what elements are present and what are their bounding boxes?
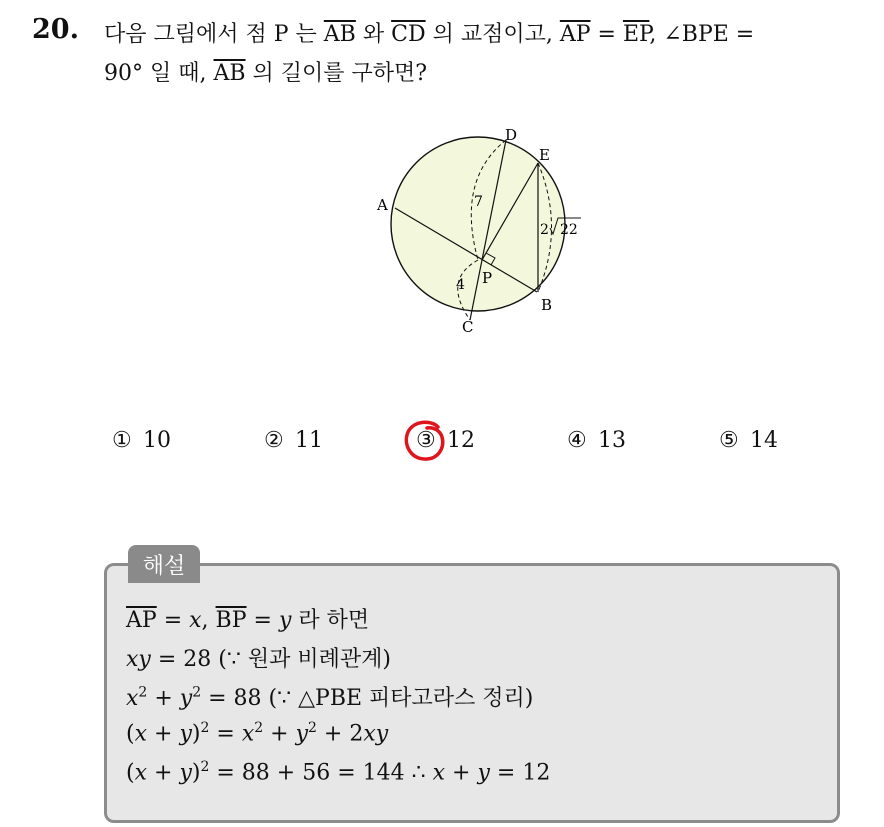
solution-text: = 28 (∵ 원과 비례관계) (150, 647, 391, 672)
solution-text: = (156, 608, 190, 633)
choice-value: 13 (598, 428, 626, 453)
solution-text: = 12 (489, 760, 551, 786)
circle-figure (360, 120, 600, 345)
choice-5[interactable] (719, 428, 778, 453)
var-y: y (278, 608, 292, 633)
choice-mark: ② (264, 428, 284, 453)
var-xy: xy (363, 721, 389, 747)
choice-4[interactable] (567, 428, 626, 453)
solution-text: ( (126, 721, 135, 747)
label-c: C (462, 318, 474, 336)
solution-line-5 (126, 759, 550, 785)
solution-text: = (209, 721, 242, 747)
var-y: y (179, 686, 193, 711)
segment-ab: $\overline{AB}$ (213, 61, 246, 86)
question-text: 다음 그림에서 점 P 는 (104, 22, 324, 47)
choice-2[interactable] (264, 428, 323, 453)
segment-ep: $\overline{EP}$ (622, 22, 650, 47)
question-number: 20. (32, 14, 79, 45)
label-a: A (377, 196, 388, 214)
solution-text: + (263, 721, 296, 747)
solution-text: ( (126, 760, 135, 786)
length-be-coef: 2 (540, 222, 549, 238)
label-e: E (539, 146, 550, 164)
solution-line-4 (126, 720, 388, 746)
solution-text: + (147, 686, 180, 711)
var-x: x (241, 721, 255, 747)
var-y: y (295, 721, 309, 747)
var-x: x (134, 721, 148, 747)
var-x: x (134, 760, 148, 786)
answer-selection-circle-icon (402, 418, 450, 464)
choice-mark: ① (112, 428, 132, 453)
solution-text: = 88 (∵ △PBE 피타고라스 정리) (201, 686, 534, 711)
exponent: 2 (138, 684, 148, 701)
label-b: B (541, 296, 553, 314)
segment-ap: $\overline{AP}$ (559, 22, 591, 47)
question-text: 와 (355, 22, 392, 47)
question-text: 의 길이를 구하면? (245, 61, 428, 86)
question-text: , ∠BPE = (649, 22, 755, 47)
var-x: x (126, 686, 139, 711)
solution-text: = 88 + 56 = 144 ∴ (209, 760, 433, 786)
var-x: x (189, 608, 202, 633)
exponent: 2 (192, 684, 202, 701)
question-text-line1 (104, 17, 754, 48)
solution-text: + 2 (316, 721, 364, 747)
solution-text: 라 하면 (291, 608, 370, 633)
exponent: 2 (254, 720, 264, 736)
choice-mark: ⑤ (719, 428, 739, 453)
var-y: y (179, 760, 192, 786)
length-pc: 4 (456, 277, 465, 293)
var-y: y (179, 721, 192, 747)
exponent: 2 (200, 759, 210, 775)
solution-line-3 (126, 681, 533, 712)
choice-value: 12 (447, 428, 475, 453)
length-pd: 7 (474, 194, 483, 210)
solution-text: ) (191, 760, 201, 786)
question-text: = (590, 22, 623, 47)
var-x: x (432, 760, 446, 786)
segment-cd: $\overline{CD}$ (391, 22, 426, 47)
segment-ab: $\overline{AB}$ (323, 22, 356, 47)
length-be-radicand: 22 (560, 222, 578, 238)
solution-tab: 해설 (128, 545, 200, 583)
var-xy: xy (126, 647, 151, 672)
exponent: 2 (308, 720, 317, 736)
solution-text: + (147, 760, 180, 786)
segment-bp: $\overline{BP}$ (215, 608, 247, 633)
choice-value: 14 (750, 428, 778, 453)
exponent: 2 (200, 720, 210, 736)
label-p: P (482, 269, 493, 287)
question-text: 90° 일 때, (104, 61, 214, 86)
solution-text: = (246, 608, 279, 633)
choice-value: 11 (295, 428, 323, 453)
question-text-line2 (104, 56, 427, 87)
solution-text: ) (191, 721, 201, 747)
solution-text: , (201, 608, 216, 633)
segment-ap: $\overline{AP}$ (126, 608, 157, 633)
solution-text: + (445, 760, 478, 786)
solution-line-2 (126, 642, 391, 673)
solution-line-1 (126, 603, 369, 634)
choice-1[interactable] (112, 428, 171, 453)
choice-value: 10 (143, 428, 171, 453)
var-y: y (477, 760, 490, 786)
choice-mark: ③ (416, 428, 436, 453)
question-text: 의 교점이고, (425, 22, 560, 47)
solution-text: + (147, 721, 180, 747)
label-d: D (505, 126, 518, 144)
choice-mark: ④ (567, 428, 587, 453)
